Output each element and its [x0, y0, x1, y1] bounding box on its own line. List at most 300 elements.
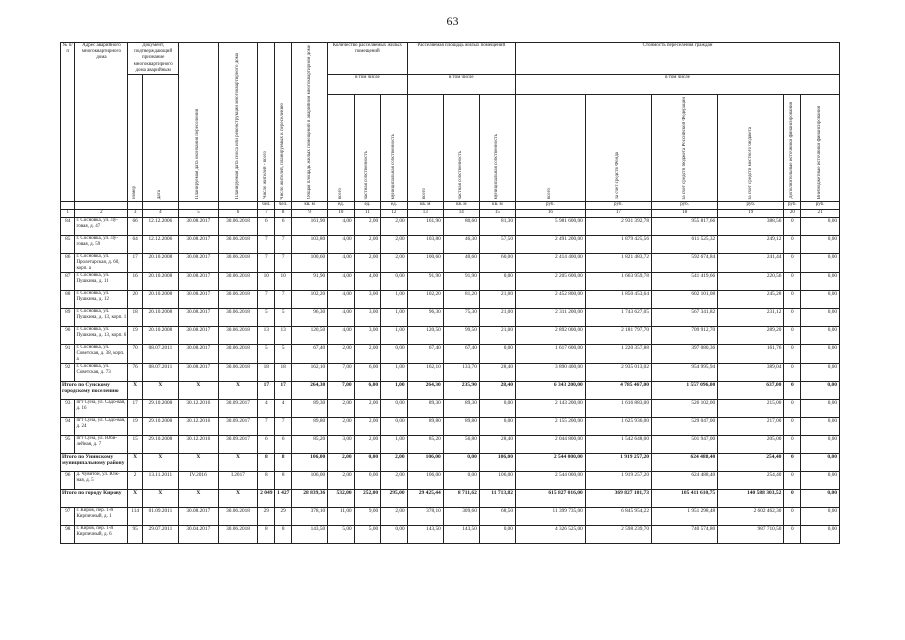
- row-value: 21,00: [479, 291, 515, 309]
- total-x: X: [218, 382, 258, 400]
- row-value: 2,00: [381, 218, 407, 236]
- table-row: [61, 418, 840, 436]
- header-of-which-1: в том числе: [328, 75, 407, 95]
- row-value: 567 341,82: [651, 309, 717, 327]
- units-row-cell: чел.: [275, 202, 292, 210]
- total-value: 11 713,82: [479, 490, 515, 508]
- header-cost-fund: за счет средств Фонда: [585, 94, 651, 202]
- total-value: 615 827 016,00: [515, 490, 585, 508]
- table-row: [61, 309, 840, 327]
- row-value: 1 542 648,00: [585, 436, 651, 454]
- row-address: пгт Суна, ул. Садо-вая, д. 24: [75, 418, 128, 436]
- table-body: [61, 202, 840, 544]
- column-numbers-row-cell: 4: [142, 210, 178, 218]
- row-settlement-date: 30.12.2016: [178, 436, 218, 454]
- total-value: 0,00: [801, 454, 840, 472]
- row-value: 106,00: [407, 472, 443, 490]
- table-row: [61, 508, 840, 526]
- total-value: 106,00: [479, 454, 515, 472]
- row-value: 7: [258, 291, 275, 309]
- row-settlement-date: 30.08.2017: [178, 218, 218, 236]
- row-value: 0,00: [801, 218, 840, 236]
- row-doc-date: 29.10.2008: [142, 436, 178, 454]
- row-value: 0: [784, 291, 801, 309]
- row-value: 0,00: [801, 236, 840, 254]
- total-row: [61, 382, 840, 400]
- units-row-cell: руб.: [585, 202, 651, 210]
- total-x: X: [178, 382, 218, 400]
- row-value: 4,00: [328, 254, 354, 273]
- row-value: 6: [258, 436, 275, 454]
- row-demolition-date: 30.06.2018: [218, 364, 258, 382]
- row-value: 75,30: [443, 309, 479, 327]
- row-value: 0,00: [381, 273, 407, 291]
- row-doc-date: 13.11.2011: [142, 472, 178, 490]
- row-doc-number: 64: [128, 236, 142, 254]
- row-value: 4 326 525,00: [515, 526, 585, 544]
- row-value: 8: [275, 472, 292, 490]
- row-value: 5: [258, 345, 275, 364]
- row-value: 1 617 600,00: [515, 345, 585, 364]
- row-value: 2,00: [354, 345, 380, 364]
- header-rooms-area: Расселяемая площадь жилых помещений: [407, 43, 515, 75]
- row-value: 2 143 200,00: [515, 400, 585, 418]
- units-row-cell: кв. м: [479, 202, 515, 210]
- row-value: 100,60: [407, 254, 443, 273]
- row-address: г. Киров, пер. 1-й Кирпичный, д. 1: [75, 508, 128, 526]
- row-value: 2 602 462,30: [718, 508, 784, 526]
- row-value: 2 892 000,00: [515, 327, 585, 345]
- row-value: 249,12: [718, 236, 784, 254]
- row-value: 0: [784, 345, 801, 364]
- row-value: 96,30: [292, 309, 328, 327]
- total-x: X: [142, 490, 178, 508]
- row-value: 96,30: [407, 309, 443, 327]
- total-value: 4 785 467,00: [585, 382, 651, 400]
- total-value: 106,00: [292, 454, 328, 472]
- row-value: 67,40: [292, 345, 328, 364]
- row-value: 0,00: [801, 254, 840, 273]
- column-numbers-row-cell: 1: [61, 210, 75, 218]
- row-settlement-date: 30.08.2017: [178, 364, 218, 382]
- row-value: 0,00: [479, 418, 515, 436]
- total-x: X: [142, 454, 178, 472]
- row-address: г. Сосновка, ул. Лу-говая, д. 59: [75, 236, 128, 254]
- row-value: 161,76: [718, 345, 784, 364]
- row-value: 133,70: [443, 364, 479, 382]
- row-value: 389,04: [718, 364, 784, 382]
- row-value: 611 525,32: [651, 236, 717, 254]
- row-value: 3,00: [354, 327, 380, 345]
- total-value: 6,00: [354, 382, 380, 400]
- table-row: [61, 472, 840, 490]
- row-value: 161,90: [407, 218, 443, 236]
- row-value: 67,40: [407, 345, 443, 364]
- header-rooms-private: частная собственность: [354, 94, 380, 202]
- row-value: 205,00: [718, 436, 784, 454]
- total-value: 532,00: [328, 490, 354, 508]
- row-value: 80,60: [443, 218, 479, 236]
- row-address: д. Чувитон, ул. Юж-ная, д. 5: [75, 472, 128, 490]
- header-area-private: частная собственность: [443, 94, 479, 202]
- row-value: 1 663 959,78: [585, 273, 651, 291]
- row-value: 1,00: [381, 327, 407, 345]
- row-value: 120,50: [407, 327, 443, 345]
- row-value: 13: [275, 327, 292, 345]
- row-doc-number: 20: [128, 291, 142, 309]
- row-value: 1,00: [381, 309, 407, 327]
- total-row: [61, 490, 840, 508]
- column-numbers-row-cell: 9: [292, 210, 328, 218]
- header-of-which-3: в том числе: [515, 75, 839, 95]
- row-value: 4,00: [328, 273, 354, 291]
- header-doc-number: номер: [128, 75, 142, 202]
- row-settlement-date: 30.12.2016: [178, 418, 218, 436]
- row-value: 0,00: [801, 327, 840, 345]
- header-num: № п/п: [61, 43, 75, 202]
- row-value: 388,56: [718, 218, 784, 236]
- units-row-cell: [218, 202, 258, 210]
- row-value: 0: [784, 400, 801, 418]
- row-value: 81,20: [443, 291, 479, 309]
- row-address: г. Киров, пер. 1-й Кирпичный, д. 6: [75, 526, 128, 544]
- total-value: 6 343 200,00: [515, 382, 585, 400]
- table-row: [61, 364, 840, 382]
- total-value: 1 919 257,20: [585, 454, 651, 472]
- header-address: Адрес аварийного многоквартирного дома: [75, 43, 128, 202]
- row-settlement-date: 30.08.2017: [178, 327, 218, 345]
- row-demolition-date: 30.09.2017: [218, 436, 258, 454]
- row-value: 120,50: [292, 327, 328, 345]
- row-value: 67,40: [443, 345, 479, 364]
- header-cost-extra: Дополнительные источники финансирования: [784, 94, 801, 202]
- total-value: 264,30: [407, 382, 443, 400]
- column-numbers-row-cell: 3: [128, 210, 142, 218]
- total-value: 0,00: [354, 454, 380, 472]
- row-value: 0: [784, 436, 801, 454]
- row-number: 90: [61, 327, 75, 345]
- units-row-cell: ед.: [381, 202, 407, 210]
- row-value: 987 710,50: [718, 526, 784, 544]
- table-row: [61, 345, 840, 364]
- row-value: 1 616 883,00: [585, 400, 651, 418]
- row-value: 541 419,66: [651, 273, 717, 291]
- table-row: [61, 291, 840, 309]
- row-value: 2 311 200,00: [515, 309, 585, 327]
- row-value: 0: [784, 472, 801, 490]
- row-value: 529 047,00: [651, 418, 717, 436]
- row-value: 2,00: [328, 400, 354, 418]
- row-value: 2,00: [354, 218, 380, 236]
- row-value: 102,20: [407, 291, 443, 309]
- row-value: 309,60: [443, 508, 479, 526]
- row-value: 1,00: [381, 291, 407, 309]
- row-number: 88: [61, 291, 75, 309]
- total-value: 28,40: [479, 382, 515, 400]
- row-value: 13: [258, 327, 275, 345]
- row-doc-number: 2: [128, 472, 142, 490]
- row-value: 245,28: [718, 291, 784, 309]
- row-value: 0,00: [479, 400, 515, 418]
- row-value: 2,00: [328, 418, 354, 436]
- row-value: 289,20: [718, 327, 784, 345]
- total-x: X: [128, 454, 142, 472]
- row-value: 2,00: [381, 472, 407, 490]
- column-numbers-row-cell: 10: [328, 210, 354, 218]
- row-value: 2 931 392,78: [585, 218, 651, 236]
- total-x: X: [142, 382, 178, 400]
- row-value: 106,00: [292, 472, 328, 490]
- header-cost-total: всего: [515, 94, 585, 202]
- row-value: 29: [275, 508, 292, 526]
- row-value: 5: [275, 345, 292, 364]
- row-value: 2 414 400,00: [515, 254, 585, 273]
- row-value: 1 625 936,00: [585, 418, 651, 436]
- column-numbers-row-cell: 5: [178, 210, 218, 218]
- total-value: 17: [258, 382, 275, 400]
- housing-table-container: [60, 42, 840, 544]
- row-address: г. Сосновка, ул. Пролетарская, д. 60, корп. а: [75, 254, 128, 273]
- row-value: 241,44: [718, 254, 784, 273]
- row-settlement-date: 30.08.2017: [178, 309, 218, 327]
- row-address: пгт Суна, ул. Садо-вая, д. 16: [75, 400, 128, 418]
- row-number: 94: [61, 418, 75, 436]
- row-address: г. Сосновка, ул. Советская, д. 38, корп. а: [75, 345, 128, 364]
- total-value: 7,00: [328, 382, 354, 400]
- table-row: [61, 273, 840, 291]
- header-cost-extra-2: Внебюджетные источники финансирования: [801, 94, 840, 202]
- header-settlement-date: Планируемая дата окончания переселения: [178, 43, 218, 202]
- total-value: 0: [784, 490, 801, 508]
- row-value: 0,00: [801, 400, 840, 418]
- row-value: 89,30: [407, 400, 443, 418]
- row-address: г. Сосновка, ул. Пушкина, д. 11: [75, 273, 128, 291]
- column-numbers-row-cell: 8: [275, 210, 292, 218]
- row-value: 0: [784, 254, 801, 273]
- row-value: 2 155 200,00: [515, 418, 585, 436]
- row-value: 215,00: [718, 400, 784, 418]
- row-number: 93: [61, 400, 75, 418]
- row-value: 8: [258, 526, 275, 544]
- row-value: 4,00: [354, 273, 380, 291]
- row-settlement-date: 30.12.2016: [178, 400, 218, 418]
- row-value: 1 220 357,88: [585, 345, 651, 364]
- row-value: 378,10: [407, 508, 443, 526]
- row-number: 86: [61, 254, 75, 273]
- row-value: 954 995,94: [651, 364, 717, 382]
- total-value: 1 557 096,00: [651, 382, 717, 400]
- units-row-cell: [61, 202, 75, 210]
- total-value: 235,90: [443, 382, 479, 400]
- housing-table: [60, 42, 840, 544]
- row-value: 46,30: [443, 236, 479, 254]
- row-value: 0,00: [381, 400, 407, 418]
- row-address: пгт Суна, ул. Юби-лейная, д. 7: [75, 436, 128, 454]
- row-value: 10: [275, 273, 292, 291]
- units-row-cell: кв. м: [407, 202, 443, 210]
- column-numbers-row-cell: 17: [585, 210, 651, 218]
- row-value: 21,00: [479, 309, 515, 327]
- row-value: 0,00: [479, 526, 515, 544]
- row-value: 5: [275, 309, 292, 327]
- row-value: 29: [258, 508, 275, 526]
- total-value: 2 544 000,00: [515, 454, 585, 472]
- row-value: 99,50: [443, 327, 479, 345]
- row-value: 18: [258, 364, 275, 382]
- row-value: 6: [275, 436, 292, 454]
- column-numbers-row-cell: 7: [258, 210, 275, 218]
- row-value: 0,00: [381, 418, 407, 436]
- header-residents-planned: Число жителей, планируемых к переселению: [275, 43, 292, 202]
- total-value: 8: [258, 454, 275, 472]
- row-value: 2,00: [354, 400, 380, 418]
- row-value: 592 674,84: [651, 254, 717, 273]
- row-value: 378,10: [292, 508, 328, 526]
- total-value: 8: [275, 454, 292, 472]
- row-value: 0: [784, 309, 801, 327]
- row-value: 2,00: [354, 254, 380, 273]
- row-demolition-date: 30.06.2018: [218, 273, 258, 291]
- row-demolition-date: 30.06.2018: [218, 526, 258, 544]
- total-label: Итого по городу Кирову: [61, 490, 128, 508]
- row-value: 81,30: [479, 218, 515, 236]
- total-value: 2,00: [328, 454, 354, 472]
- total-x: X: [178, 490, 218, 508]
- row-value: 0: [784, 364, 801, 382]
- row-value: 1,00: [381, 436, 407, 454]
- row-address: г. Сосновка, ул. Советская, д. 73: [75, 364, 128, 382]
- row-value: 91,90: [443, 273, 479, 291]
- column-numbers-row-cell: 20: [784, 210, 801, 218]
- row-value: 0: [784, 508, 801, 526]
- row-value: 7,00: [328, 364, 354, 382]
- row-doc-number: 16: [128, 273, 142, 291]
- column-numbers-row-cell: 16: [515, 210, 585, 218]
- row-value: 0,00: [801, 418, 840, 436]
- total-value: 637,00: [718, 382, 784, 400]
- row-value: 4,00: [328, 236, 354, 254]
- row-value: 1,00: [381, 364, 407, 382]
- row-demolition-date: 30.06.2018: [218, 254, 258, 273]
- row-value: 68,50: [479, 508, 515, 526]
- total-value: 29 425,44: [407, 490, 443, 508]
- row-value: 57,50: [479, 236, 515, 254]
- row-value: 0,00: [479, 273, 515, 291]
- row-value: 5,00: [354, 526, 380, 544]
- row-number: 98: [61, 526, 75, 544]
- header-cost: Стоимость переселения граждан: [515, 43, 839, 75]
- column-numbers-row-cell: 15: [479, 210, 515, 218]
- row-doc-date: 20.10.2008: [142, 254, 178, 273]
- units-row-cell: ед.: [328, 202, 354, 210]
- row-value: 18: [275, 364, 292, 382]
- total-label: Итого по Унинскому муниципальному району: [61, 454, 128, 472]
- total-value: 252,00: [354, 490, 380, 508]
- row-doc-date: 01.09.2011: [142, 508, 178, 526]
- units-row-cell: руб.: [515, 202, 585, 210]
- row-settlement-date: 30.04.2017: [178, 526, 218, 544]
- units-row-cell: [178, 202, 218, 210]
- column-numbers-row: [61, 210, 840, 218]
- row-value: 0,00: [801, 273, 840, 291]
- units-row-cell: руб.: [801, 202, 840, 210]
- row-value: 8: [258, 472, 275, 490]
- row-value: 5 981 600,00: [515, 218, 585, 236]
- row-demolition-date: 30.06.2018: [218, 309, 258, 327]
- row-value: 2 044 800,00: [515, 436, 585, 454]
- row-settlement-date: 30.08.2017: [178, 236, 218, 254]
- row-value: 4,00: [328, 309, 354, 327]
- row-doc-date: 20.10.2008: [142, 291, 178, 309]
- total-value: 295,00: [381, 490, 407, 508]
- row-value: 7: [258, 254, 275, 273]
- row-value: 89,80: [292, 418, 328, 436]
- row-settlement-date: 30.08.2017: [178, 508, 218, 526]
- row-demolition-date: 30.06.2018: [218, 218, 258, 236]
- row-value: 4: [258, 400, 275, 418]
- row-value: 397 080,36: [651, 345, 717, 364]
- row-value: 91,90: [407, 273, 443, 291]
- row-doc-number: 95: [128, 526, 142, 544]
- header-rooms-count: Количество расселяемых жилых помещений: [328, 43, 407, 75]
- row-value: 1 743 627,05: [585, 309, 651, 327]
- header-of-which-2: в том числе: [407, 75, 515, 95]
- row-value: 4,00: [328, 218, 354, 236]
- row-value: 143,50: [407, 526, 443, 544]
- row-value: 3,00: [328, 436, 354, 454]
- total-x: X: [128, 490, 142, 508]
- row-address: г. Сосновка, ул. Пушкина, д. 13, корп. 6: [75, 327, 128, 345]
- total-x: X: [178, 454, 218, 472]
- header-rooms-municipal: муниципальная собственность: [381, 94, 407, 202]
- row-value: 56,80: [443, 436, 479, 454]
- row-value: 231,12: [718, 309, 784, 327]
- row-value: 91,90: [292, 273, 328, 291]
- row-settlement-date: 30.08.2017: [178, 273, 218, 291]
- row-value: 103,80: [292, 236, 328, 254]
- row-doc-number: 76: [128, 364, 142, 382]
- header-area-municipal: муниципальная собственность: [479, 94, 515, 202]
- row-value: 10: [258, 273, 275, 291]
- units-row-cell: [75, 202, 128, 210]
- column-numbers-row-cell: 12: [381, 210, 407, 218]
- column-numbers-row-cell: 14: [443, 210, 479, 218]
- row-value: 3,00: [354, 291, 380, 309]
- row-value: 2,00: [381, 254, 407, 273]
- row-demolition-date: 30.06.2018: [218, 327, 258, 345]
- units-row-cell: [142, 202, 178, 210]
- table-row: [61, 254, 840, 273]
- row-value: 955 817,66: [651, 218, 717, 236]
- total-value: 8 711,62: [443, 490, 479, 508]
- units-row-cell: ед.: [354, 202, 380, 210]
- row-doc-date: 12.12.2006: [142, 236, 178, 254]
- row-value: 6 845 954,22: [585, 508, 651, 526]
- row-value: 0,00: [801, 508, 840, 526]
- row-value: 254,40: [718, 472, 784, 490]
- row-doc-date: 20.10.2008: [142, 327, 178, 345]
- row-doc-date: 08.07.2011: [142, 345, 178, 364]
- row-doc-date: 20.10.2008: [142, 309, 178, 327]
- units-row-cell: руб.: [718, 202, 784, 210]
- total-value: 105 411 610,75: [651, 490, 717, 508]
- total-row: [61, 454, 840, 472]
- row-value: 501 947,00: [651, 436, 717, 454]
- row-value: 89,30: [443, 400, 479, 418]
- row-value: 0,00: [354, 472, 380, 490]
- row-value: 21,00: [479, 327, 515, 345]
- row-value: 3,00: [354, 309, 380, 327]
